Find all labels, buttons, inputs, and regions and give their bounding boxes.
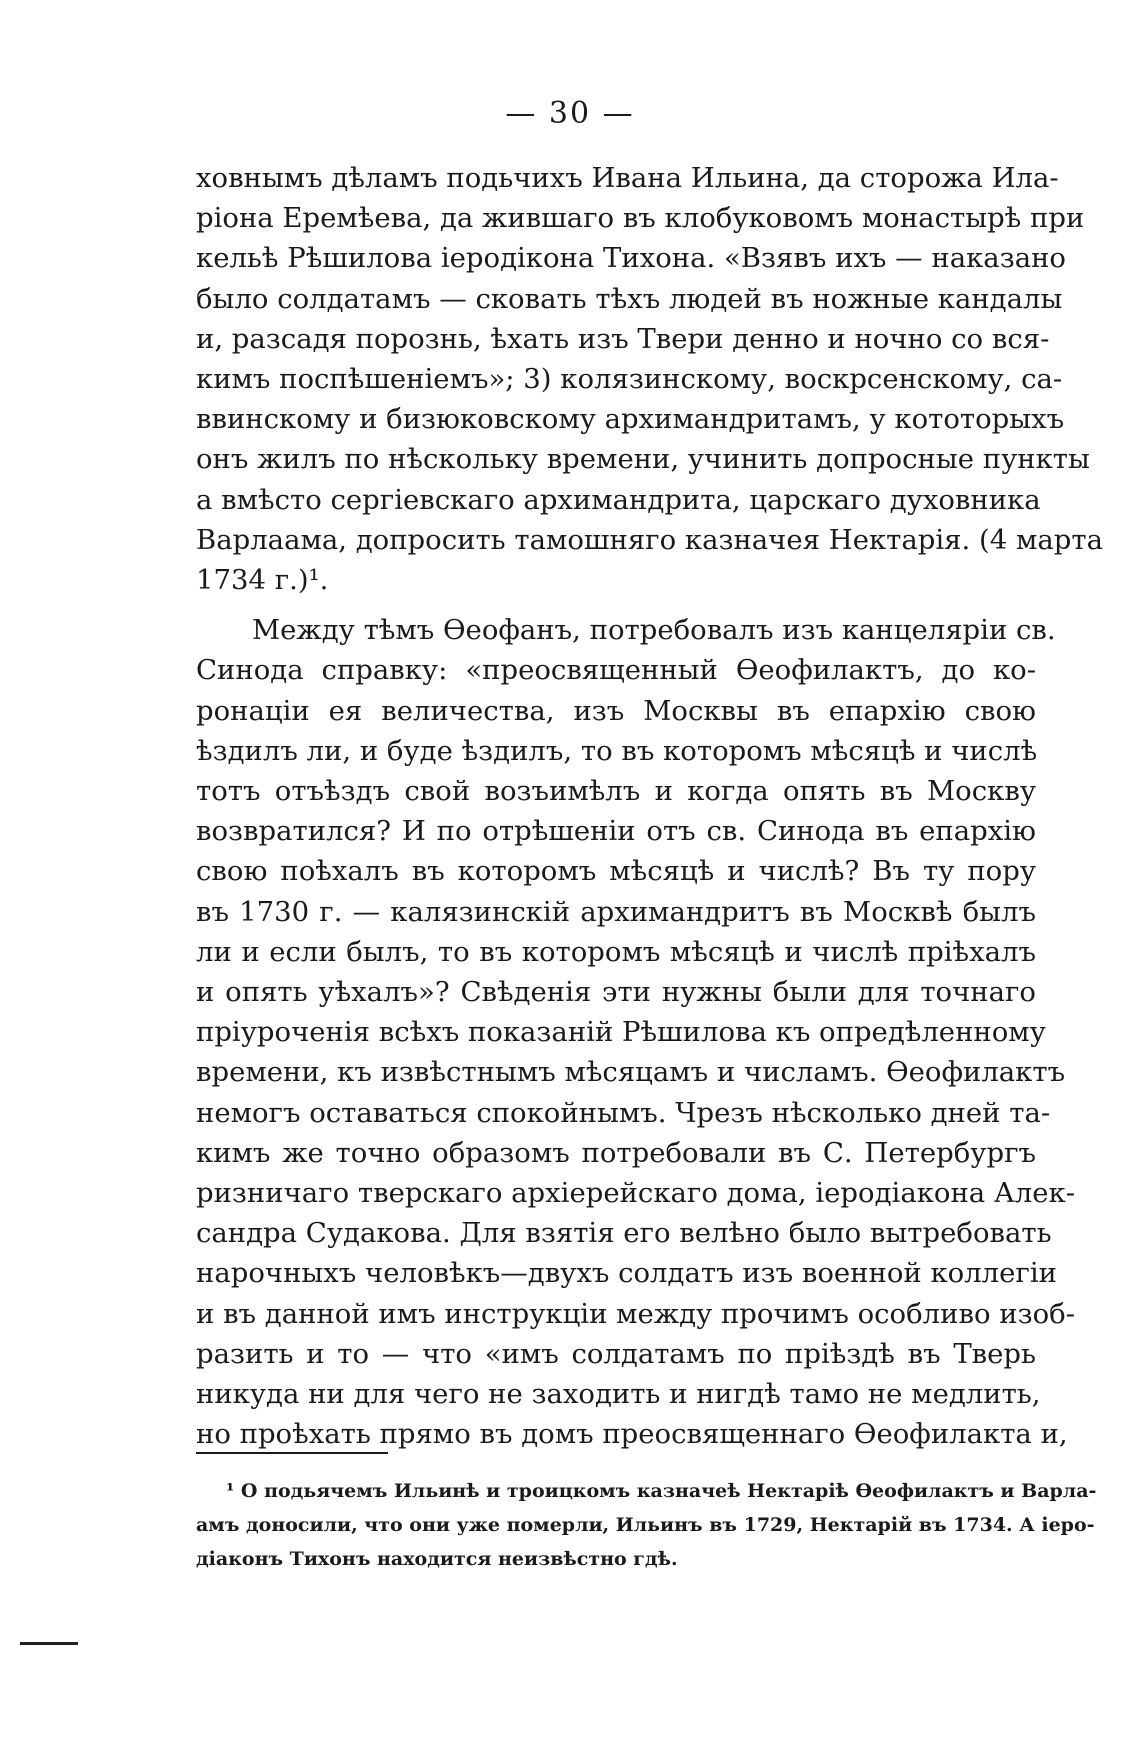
text-line: ронаціи ея величества, изъ Москвы въ епархію свою (196, 694, 1036, 727)
footnote-divider (196, 1452, 388, 1454)
text-line: разить и то — что «имъ солдатамъ по пріѣздѣ въ Тверь (196, 1337, 1036, 1370)
text-line: кельѣ Рѣшилова іеродікона Тихона. «Взявъ ихъ — наказано (196, 242, 1066, 275)
text-line: тотъ отъѣздъ свой возъимѣлъ и когда опять въ Москву (196, 775, 1036, 808)
text-line: а вмѣсто сергіевскаго архимандрита, царскаго духовника (196, 483, 1041, 516)
body-text (196, 158, 1103, 1455)
text-line: пріуроченія всѣхъ показаній Рѣшилова къ опредѣленному (196, 1016, 1046, 1049)
text-line: 1734 г.)¹. (196, 564, 329, 597)
text-line: немогъ оставаться спокойнымъ. Чрезъ нѣсколько дней та- (196, 1096, 1051, 1129)
text-line: онъ жилъ по нѣскольку времени, учинить допросные пункты (196, 443, 1090, 476)
text-line: но проѣхать прямо въ домъ преосвященнаго Ѳеофилакта и, (196, 1418, 1068, 1451)
text-line: и, разсадя порознь, ѣхать изъ Твери денно и ночно со вся- (196, 322, 1050, 355)
text-line: кимъ поспѣшеніемъ»; 3) колязинскому, воскрсенскому, са- (196, 363, 1063, 396)
footnote (196, 1474, 1097, 1576)
text-line: и опять уѣхалъ»? Свѣденія эти нужны были для точнаго (196, 976, 1036, 1009)
text-line: возвратился? И по отрѣшеніи отъ св. Синода въ епархію (196, 815, 1036, 848)
text-line: Варлаама, допросить тамошняго казначея Нектарія. (4 марта (196, 523, 1103, 556)
text-line: кимъ же точно образомъ потребовали въ С. Петербургъ (196, 1136, 1036, 1169)
text-line: ризничаго тверскаго архіерейскаго дома, іеродіакона Алек- (196, 1177, 1075, 1210)
text-line: ли и если былъ, то въ которомъ мѣсяцѣ и числѣ пріѣхалъ (196, 935, 1036, 968)
text-line: времени, къ извѣстнымъ мѣсяцамъ и числамъ. Ѳеофилактъ (196, 1056, 1066, 1089)
text-line: нарочныхъ человѣкъ—двухъ солдатъ изъ военной коллегіи (196, 1257, 1057, 1290)
margin-mark (20, 1642, 78, 1645)
paragraph (196, 610, 1075, 1454)
text-line: было солдатамъ — сковать тѣхъ людей въ ножные кандалы (196, 282, 1063, 315)
text-line: ховнымъ дѣламъ подьчихъ Ивана Ильина, да сторожа Ила- (196, 162, 1059, 194)
footnote-line: амъ доносили, что они уже померли, Ильинъ въ 1729, Нектарій въ 1734. А іеро- (196, 1514, 1095, 1536)
text-line: свою поѣхалъ въ которомъ мѣсяцѣ и числѣ? Въ ту пору (196, 855, 1036, 888)
text-line: ѣздилъ ли, и буде ѣздилъ, то въ которомъ мѣсяцѣ и числѣ (196, 734, 1038, 767)
page-number: — 30 — (505, 96, 635, 131)
text-line: въ 1730 г. — калязинскій архимандритъ въ Москвѣ былъ (196, 895, 1036, 928)
text-line: никуда ни для чего не заходить и нигдѣ тамо не медлить, (196, 1378, 1041, 1411)
footnote-line: діаконъ Тихонъ находится неизвѣстно гдѣ. (196, 1548, 678, 1570)
text-line: сандра Судакова. Для взятія его велѣно было вытребовать (196, 1217, 1052, 1250)
text-line: Между тѣмъ Ѳеофанъ, потребовалъ изъ канцеляріи св. (252, 614, 1056, 647)
paragraph (196, 158, 1103, 600)
footnote-line: ¹ О подьячемъ Ильинѣ и троицкомъ казначеѣ Нектаріѣ Ѳеофилактъ и Варла- (226, 1480, 1097, 1502)
text-line: ввинскому и бизюковскому архимандритамъ, у кототорыхъ (196, 403, 1065, 436)
text-line: ріона Еремѣева, да жившаго въ клобуковомъ монастырѣ при (196, 202, 1085, 235)
text-line: и въ данной имъ инструкціи между прочимъ особливо изоб- (196, 1297, 1075, 1330)
text-line: Синода справку: «преосвященный Ѳеофилактъ, до ко- (196, 654, 1036, 687)
